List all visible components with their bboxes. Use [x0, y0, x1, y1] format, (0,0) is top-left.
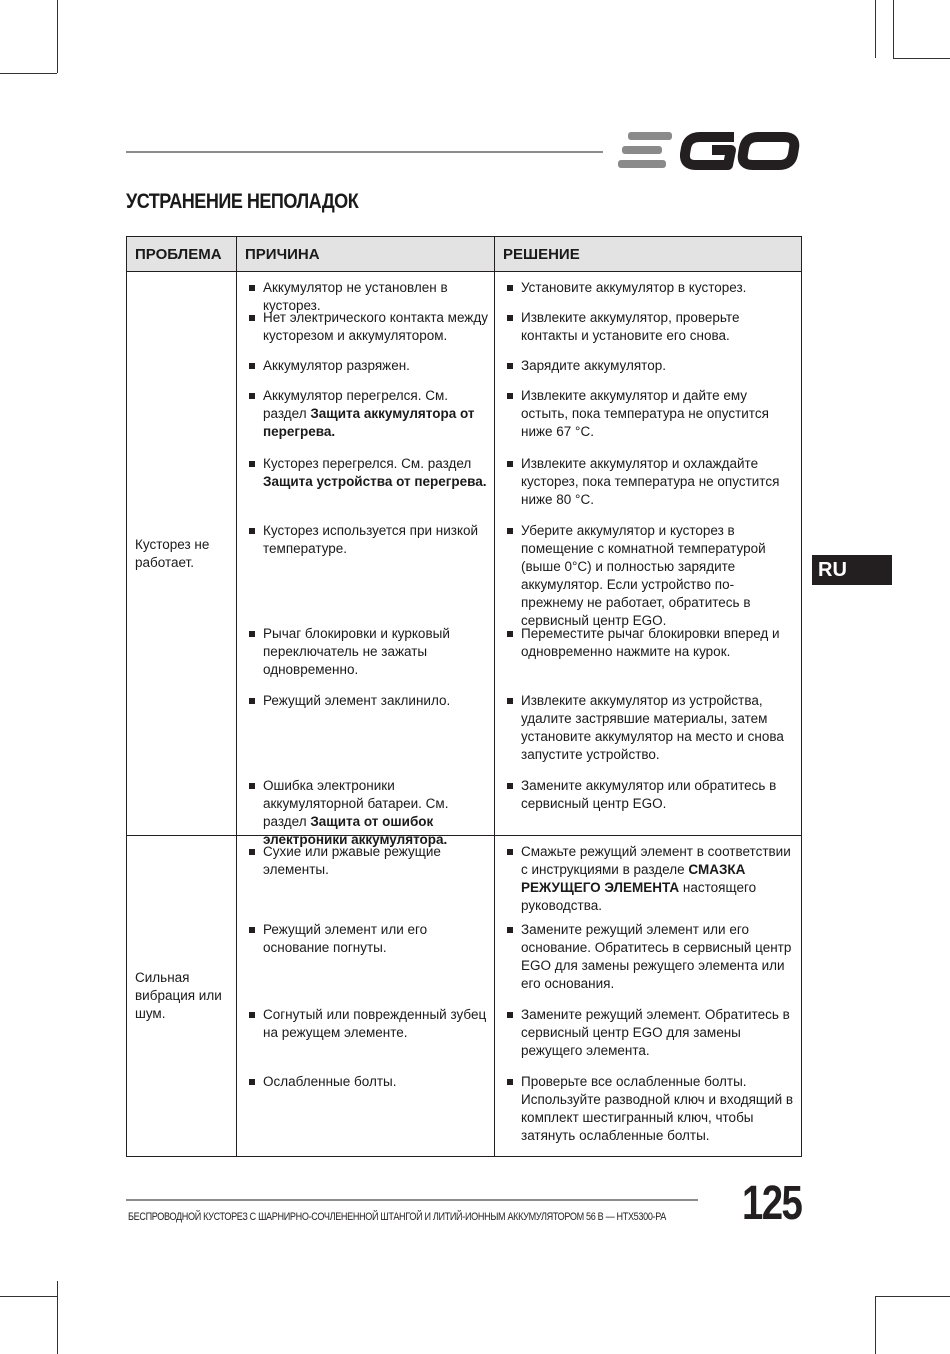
footer-product-name: БЕСПРОВОДНОЙ КУСТОРЕЗ С ШАРНИРНО-СОЧЛЕНЕННОЙ ШТАНГОЙ И ЛИТИЙ-ИОННЫМ АККУМУЛЯТОРОМ 56 В — HTX5300-PA: [128, 1211, 667, 1223]
cause-item: [237, 777, 494, 847]
table-row: [127, 272, 802, 836]
problem-cell: Кусторез не работает.: [127, 272, 237, 836]
cause-item: Ослабленные болты.: [237, 1073, 494, 1149]
cause-item: Кусторез используется при низкой температуре.: [237, 522, 494, 625]
footer-rule: [126, 1199, 698, 1201]
solution-item: Переместите рычаг блокировки вперед и одновременно нажмите на курок.: [495, 625, 801, 692]
solution-item: Замените аккумулятор или обратитесь в сервисный центр EGO.: [495, 777, 801, 835]
cause-section-ref: Защита аккумулятора от перегрева.: [263, 406, 475, 439]
cause-text: Аккумулятор перегрелся. См. раздел: [263, 388, 448, 421]
crop-mark: [893, 0, 894, 58]
cause-item: Режущий элемент или его основание погнуты.: [237, 921, 494, 1006]
solution-section-ref: СМАЗКА РЕЖУЩЕГО ЭЛЕМЕНТА: [521, 862, 746, 895]
page-title: УСТРАНЕНИЕ НЕПОЛАДОК: [126, 190, 359, 213]
cause-item: [237, 387, 494, 455]
crop-mark: [57, 0, 58, 73]
header-cause: ПРИЧИНА: [237, 237, 495, 272]
header-solution: РЕШЕНИЕ: [495, 237, 802, 272]
crop-mark: [0, 1296, 57, 1297]
cause-item: Нет электрического контакта между кусторезом и аккумулятором.: [237, 309, 494, 357]
solution-text: Смажьте режущий элемент в соответствии с инструкциями в разделе: [521, 844, 791, 877]
solution-cell: [495, 272, 802, 836]
header-rule: [126, 151, 603, 153]
cause-cell: [237, 836, 495, 1157]
solution-item: Извлеките аккумулятор и дайте ему остыть, пока температура не опустится ниже 67 °C.: [495, 387, 801, 455]
cause-cell: [237, 272, 495, 847]
solution-item: Проверьте все ослабленные болты. Используйте разводной ключ и входящий в комплект шестигранный ключ, чтобы затянуть ослабленные болты.: [495, 1073, 801, 1149]
solution-item: [495, 843, 801, 921]
cause-item: Аккумулятор не установлен в кусторез.: [237, 279, 494, 309]
cause-item: [237, 455, 494, 522]
solution-item: Замените режущий элемент. Обратитесь в сервисный центр EGO для замены режущего элемента.: [495, 1006, 801, 1073]
language-tab: RU: [812, 555, 892, 585]
troubleshooting-table: [126, 236, 802, 1157]
crop-mark: [893, 58, 950, 59]
solution-item: Уберите аккумулятор и кусторез в помещение с комнатной температурой (выше 0°C) и полностью зарядите аккумулятор. Если устройство по-прежнему не работает, обратитесь в сервисный центр EGO.: [495, 522, 801, 625]
cause-item: Сухие или ржавые режущие элементы.: [237, 843, 494, 921]
crop-mark: [875, 1296, 876, 1354]
page-number: 125: [742, 1177, 802, 1230]
cause-section-ref: Защита от ошибок электроники аккумулятора.: [263, 814, 448, 847]
table-header-row: [127, 237, 802, 272]
ego-logo: [616, 128, 800, 172]
cause-item: Согнутый или поврежденный зубец на режущем элементе.: [237, 1006, 494, 1073]
solution-item: Установите аккумулятор в кусторез.: [495, 279, 801, 309]
solution-text: настоящего руководства.: [521, 880, 757, 913]
crop-mark: [875, 1296, 950, 1297]
cause-item: Рычаг блокировки и курковый переключатель не зажаты одновременно.: [237, 625, 494, 692]
crop-mark: [875, 0, 876, 58]
cause-text: Ошибка электроники аккумуляторной батареи. См. раздел: [263, 778, 449, 829]
header-problem: ПРОБЛЕМА: [127, 237, 237, 272]
table-row: [127, 836, 802, 1157]
cause-item: Аккумулятор разряжен.: [237, 357, 494, 387]
solution-item: Извлеките аккумулятор из устройства, удалите застрявшие материалы, затем установите аккумулятор на место и снова запустите устройство.: [495, 692, 801, 777]
solution-item: Зарядите аккумулятор.: [495, 357, 801, 387]
crop-mark: [57, 1281, 58, 1354]
solution-item: Извлеките аккумулятор, проверьте контакты и установите его снова.: [495, 309, 801, 357]
solution-cell: [495, 836, 802, 1157]
solution-item: Замените режущий элемент или его основание. Обратитесь в сервисный центр EGO для замены режущего элемента или его основания.: [495, 921, 801, 1006]
problem-cell: Сильная вибрация или шум.: [127, 836, 237, 1157]
cause-item: Режущий элемент заклинило.: [237, 692, 494, 777]
crop-mark: [0, 73, 57, 74]
solution-item: Извлеките аккумулятор и охлаждайте кусторез, пока температура не опустится ниже 80 °C.: [495, 455, 801, 522]
cause-section-ref: Защита устройства от перегрева.: [263, 474, 487, 489]
cause-text: Кусторез перегрелся. См. раздел: [263, 456, 472, 471]
